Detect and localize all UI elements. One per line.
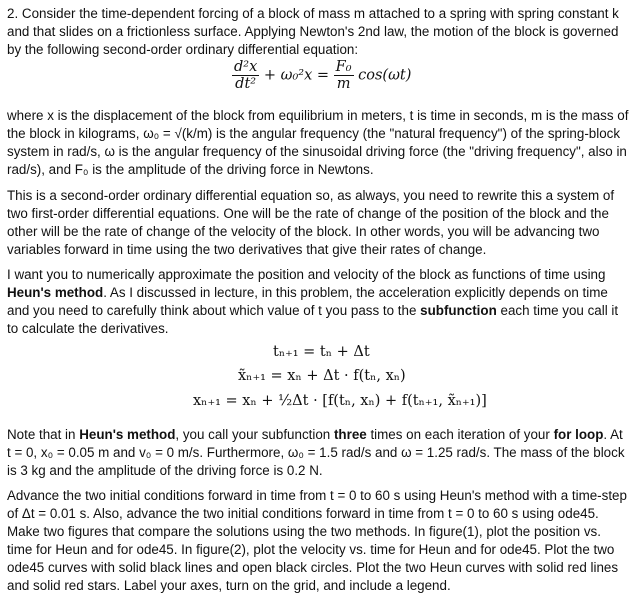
ode-middle: + ω₀²x = bbox=[263, 67, 330, 84]
definitions-paragraph: where x is the displacement of the block from equilibrium in meters, t is time in seconds, m is the mass of the block in kilograms, ω₀ = √(k/m) is the angular frequency (the "natural frequency") of the spring-block system in rad/s, ω is the angular frequency of the sinusoidal driving force (the "driving frequency", also in rad/s), and F₀ is the amplitude of the driving force in Newtons. bbox=[7, 108, 629, 177]
initial-conditions-paragraph: Note that in Heun's method, you call your subfunction three times on each iteration of your for loop. At t = 0, x₀ = 0.05 m and v₀ = 0 m/s. Furthermore, ω₀ = 1.5 rad/s and ω = 1.25 rad/s. The mass of the block is 3 kg and the amplitude of the driving force is 0.2 N. bbox=[7, 427, 625, 478]
heun-corrector-equation: xₙ₊₁ = xₙ + ½Δt · [f(tₙ, xₙ) + f(tₙ₊₁, x̃ₙ₊₁)] bbox=[193, 393, 487, 409]
governing-ode bbox=[232, 59, 411, 101]
heun-instructions-paragraph: I want you to numerically approximate the position and velocity of the block as functions of time using Heun's method. As I discussed in lecture, in this problem, the acceleration explicitly depends on time and you need to carefully think about which value of t you pass to the subfunction each time you call it to calculate the derivatives. bbox=[7, 267, 619, 336]
heun-time-step-equation: tₙ₊₁ = tₙ + Δt bbox=[273, 344, 370, 360]
ode-lhs-fraction: $\frac{\text{d²x}}{\text{dt²}}$ bbox=[234, 59, 258, 92]
heun-method-label: Heun's method bbox=[7, 285, 104, 300]
question-number: 2. bbox=[7, 6, 19, 21]
intro-text: Consider the time-dependent forcing of a block of mass m attached to a spring with spring constant k and that slides on a frictionless surface. Applying Newton's 2nd law, the motion of the block is governed by the following second-order ordinary differential equation: bbox=[7, 6, 619, 57]
system-rewrite-paragraph: This is a second-order ordinary differential equation so, as always, you need to rewrite this a system of two first-order differential equations. One will be the rate of change of the position of the block and the other will be the rate of change of the velocity of the block. In other words, you will be advancing two variables forward in time using the two derivatives that give their rates of change. bbox=[7, 188, 615, 257]
heun-predictor-equation: x̃ₙ₊₁ = xₙ + Δt · f(tₙ, xₙ) bbox=[238, 368, 406, 384]
plotting-instructions-paragraph: Advance the two initial conditions forward in time from t = 0 to 60 s using Heun's method with a time-step of Δt = 0.01 s. Also, advance the two initial conditions forward in time from t = 0 to 60 s using ode45. Make two figures that compare the solutions using the two methods. In figure(1), plot the position vs. time for Heun and for ode45. In figure(2), plot the velocity vs. time for Heun and for ode45. Plot the two ode45 curves with solid black lines and open black circles. Plot the two Heun curves with solid red lines and solid red stars. Label your axes, turn on the grid, and include a legend. bbox=[7, 488, 627, 593]
subfunction-label: subfunction bbox=[420, 303, 497, 318]
intro-paragraph bbox=[7, 5, 629, 59]
ode-rhs-fraction: $\frac{\text{F₀}}{m}$ bbox=[335, 59, 352, 92]
ode-rhs-tail: cos(ωt) bbox=[358, 67, 412, 84]
